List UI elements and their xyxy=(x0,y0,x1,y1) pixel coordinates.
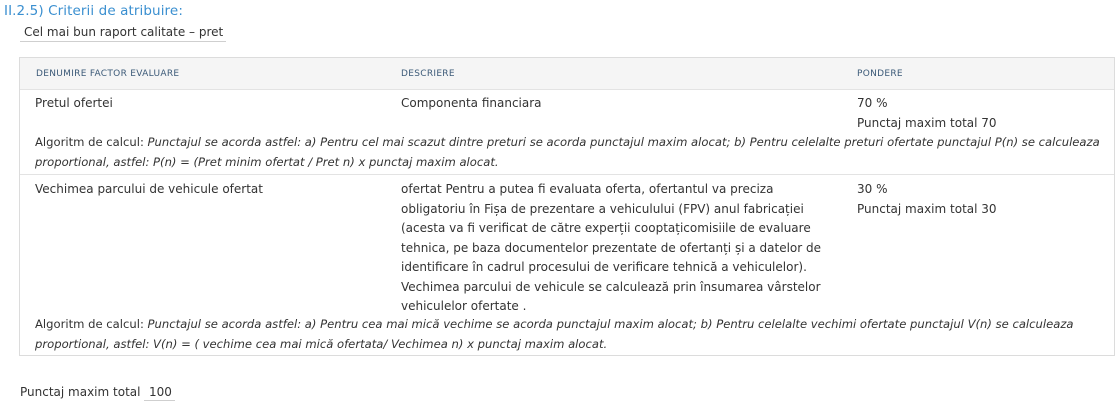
description-line: Componenta financiara xyxy=(401,96,542,110)
header-factor: DENUMIRE FACTOR EVALUARE xyxy=(36,69,180,79)
criteria-table xyxy=(19,57,1115,356)
table-row xyxy=(20,175,1114,355)
section-title: II.2.5) Criterii de atribuire: xyxy=(4,3,183,19)
table-row xyxy=(20,89,1114,173)
header-description: DESCRIERE xyxy=(401,69,455,79)
weight-percent: 30 % xyxy=(857,182,888,196)
algorithm-line xyxy=(35,133,1105,153)
factor-name: Pretul ofertei xyxy=(35,96,113,110)
weight-max-points: Punctaj maxim total 30 xyxy=(857,201,997,216)
weight-percent: 70 % xyxy=(857,96,888,110)
description-line: Vechimea parcului de vehicule se calculează prin însumarea vârstelor xyxy=(401,279,821,294)
algorithm-line xyxy=(35,315,1105,335)
algorithm-formula: Punctajul se acorda astfel: a) Pentru cel mai scazut dintre preturi se acorda punctajul maxim alocat; b) Pentru celelalte preturi ofertate punctajul P(n) se calculeaza xyxy=(147,135,1100,149)
algorithm-label: Algoritm de calcul: xyxy=(35,317,148,331)
algorithm-label: Algoritm de calcul: xyxy=(35,135,148,149)
algorithm-line: proportional, astfel: P(n) = (Pret minim ofertat / Pret n) x punctaj maxim alocat. xyxy=(35,154,499,169)
header-weight: PONDERE xyxy=(857,69,903,79)
total-value: 100 xyxy=(144,385,175,401)
weight-max-points: Punctaj maxim total 70 xyxy=(857,115,997,130)
description-line: tehnica, pe baza documentelor prezentate de ofertanți și a datelor de xyxy=(401,240,821,255)
algorithm-text xyxy=(35,315,1105,354)
description-line: obligatoriu în Fișa de prezentare a vehiculului (FPV) anul fabricației xyxy=(401,201,804,216)
factor-name: Vechimea parcului de vehicule ofertat xyxy=(35,182,263,196)
description-line: ofertat Pentru a putea fi evaluata oferta, ofertantul va preciza xyxy=(401,182,774,196)
factor-weight xyxy=(857,94,997,133)
algorithm-line: proportional, astfel: V(n) = ( vechime cea mai mică ofertata/ Vechimea n) x punctaj maxim alocat. xyxy=(35,336,608,351)
description-line: vehiculelor ofertate . xyxy=(401,299,527,313)
criteria-value: Cel mai bun raport calitate – pret xyxy=(20,25,226,42)
factor-description xyxy=(401,180,851,317)
total-label: Punctaj maxim total xyxy=(20,385,141,399)
factor-weight xyxy=(857,180,997,219)
algorithm-formula: Punctajul se acorda astfel: a) Pentru cea mai mică vechime se acorda punctajul maxim alocat; b) Pentru celelalte vechimi ofertate punctajul V(n) se calculeaza xyxy=(147,317,1074,331)
description-line: identificare în cadrul procesului de verificare tehnică a vehiculelor). xyxy=(401,260,807,274)
algorithm-text xyxy=(35,133,1105,172)
description-line: (acesta va fi verificat de către experții cooptațicomisiile de evaluare xyxy=(401,221,811,235)
factor-description xyxy=(401,94,841,114)
table-header xyxy=(20,58,1114,90)
